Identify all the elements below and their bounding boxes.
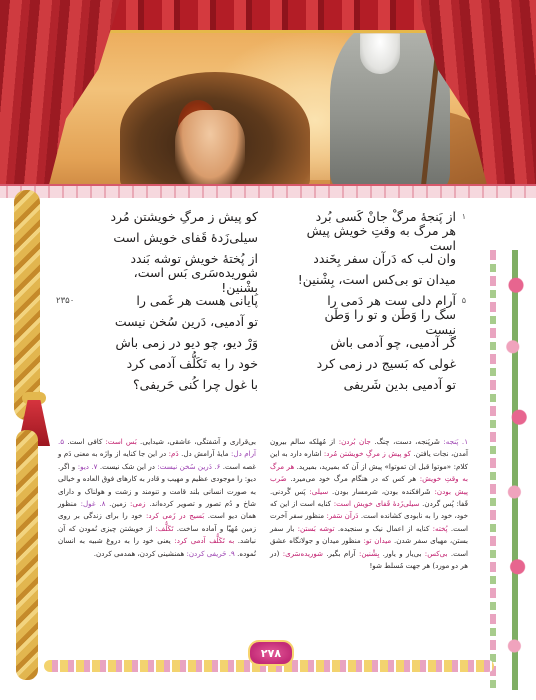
footnote-text: شَرپَنجه، دست، چنگ. xyxy=(370,437,440,446)
hemistich-first: از پَنجۀ مرگْ جانْ کَسی بُرد xyxy=(315,209,456,224)
footnote-term: ضَرب پیش بودن: xyxy=(270,474,468,496)
footnote-term: توشه بَستن: xyxy=(294,523,335,533)
footnote-term: کو پیش ز مرگِ خویشتن مُرد: xyxy=(321,449,411,459)
footnote-term: میدان تو: xyxy=(360,536,392,546)
vine-border-right xyxy=(490,250,496,690)
verse-number: ۵ xyxy=(461,296,466,305)
footnote-text: زمین. xyxy=(105,499,127,509)
header-illustration xyxy=(0,0,536,198)
footnote-text: در این شک نیست. xyxy=(97,461,155,471)
footnote-term: شوریده‌سَری: xyxy=(279,548,323,558)
footnote-text: اشاره دارد به این کلام: «موتوا قبل ان تموتوا» پیش از آن که بمیرید، بمیرید. xyxy=(270,449,468,471)
footnote-term: تَکَلُّف: xyxy=(152,523,174,533)
seated-woman-figure xyxy=(175,110,245,190)
hemistich-first: گر آدمیی، چو آدمی باش xyxy=(330,335,456,350)
rope-border-left xyxy=(14,190,40,420)
footnote-term: ۶. دَرین سُخن نیست: xyxy=(154,461,221,471)
poem-couplet xyxy=(96,222,456,253)
footnote-term: سیلی‌زَدۀ قَفای خویش است: xyxy=(331,499,420,509)
hemistich-second: وَرْ دیو، چو دیو در زمی باش xyxy=(115,335,258,350)
poem-couplet xyxy=(96,306,456,337)
footnote-term: بِشْنین: xyxy=(355,548,380,558)
footnote-term: دَرآن سَفر: xyxy=(324,511,359,521)
verse-number: ۱ xyxy=(461,212,466,221)
footnote-term: به تَکَلُّف آدمی کرد: xyxy=(170,536,235,546)
hemistich-second: خود را به تَکَلُّف آدمی کرد xyxy=(126,356,258,371)
hemistich-first: آرام دلی ست هر دَمی را xyxy=(327,293,456,308)
poem-couplet xyxy=(96,374,456,395)
hemistich-first: تو آدمیی بدین شَریفی xyxy=(343,377,456,392)
footnotes-left-column xyxy=(58,436,256,636)
hemistich-first: سگ را وَطَن و تو را وَطَن نیست xyxy=(324,306,456,337)
footnote-text: شَرافکنده بودن، شرمسار بودن. xyxy=(328,486,431,496)
poem-couplet xyxy=(96,264,456,295)
poem-couplet xyxy=(96,353,456,374)
footnote-term: دَم: xyxy=(166,449,179,459)
footnote-text: بی‌قراری و آشفتگی، عاشقی، شیدایی. xyxy=(136,437,256,446)
footnote-text: مایۀ آرامش دل. xyxy=(178,449,229,459)
footnote-term: ۷. دیو: xyxy=(75,461,98,471)
footnote-text: بی‌یار و یاور. xyxy=(379,548,422,558)
hemistich-second: پایانی هست هر غَمی را xyxy=(136,293,258,308)
footnote-text: (در هر دو مورد) هر جهت مُسلط شو! xyxy=(270,548,468,571)
footnote-text: پَس گَردنی. قَفا: پُس گردن. xyxy=(270,486,469,509)
hemistich-second: تو آدمیی، دَرین سُخن نیست xyxy=(114,314,258,329)
footnote-term: بَسیج در زَمی کرد: xyxy=(142,511,205,521)
footnote-text: در این جا کنایه از واژه به معنی دَم و غصه است. xyxy=(58,449,256,471)
footnote-term: جان بُردن: xyxy=(335,437,371,446)
hemistich-first: میدان تو بی‌کس است، بِشْنین! xyxy=(297,272,456,287)
footnote-text: کنایه از اعمال نیک و سنجیده. xyxy=(334,523,430,533)
poem-couplet xyxy=(96,332,456,353)
hemistich-second: شوریده‌سَری بَس است، بِشْنین! xyxy=(133,264,258,295)
footnote-text: آرام بگیر. xyxy=(322,548,356,558)
hemistich-first: وان لب که دَرآن سفر بِخَندد xyxy=(313,251,456,266)
lace-trim xyxy=(0,184,536,198)
hemistich-second: کو پیش ز مرگِ خویشتن مُرد xyxy=(110,209,258,224)
footnote-term: هر مرگ به وقتِ خویش: xyxy=(270,461,468,484)
curtain-left xyxy=(0,0,120,198)
footnote-term: سیلی: xyxy=(305,486,329,496)
footnote-term: زمی: xyxy=(126,499,146,509)
verse-reference-number: ۲۳۵۰ xyxy=(56,295,75,306)
hemistich-second: از پُختۀ خویش توشه بَندد xyxy=(130,251,258,266)
footnote-text: خود را برای زندگی بر روی زمین مُهیّا و آماده ساخت. xyxy=(58,511,256,533)
footnote-term: بَس است: xyxy=(102,437,137,446)
footnote-term: ۱. پَنجه: xyxy=(439,437,468,446)
footnote-text: از مُهلکه سالم بیرون آمدن، نجات یافتن. xyxy=(270,437,468,459)
hemistich-second: سیلی‌زَدۀ قَفای خویش است xyxy=(113,230,258,245)
hemistich-first: غولی که بَسیج در زمی کرد xyxy=(316,356,456,371)
footnote-text: منظور میدان و جولانگاه عشق است. xyxy=(270,536,468,558)
footnote-text: همنشینی کردن، همدمی کردن. xyxy=(93,548,185,558)
footnote-text: هر کس که در هنگام مرگ خود می‌میرد. xyxy=(286,474,417,484)
old-man-beard xyxy=(360,34,400,74)
footnote-text: کافی است. xyxy=(64,437,103,446)
footnote-text: از خویشتن چیزی نُمودن که آن نباشد. xyxy=(58,523,256,546)
footnote-text: بار سفر بستن، مهیای سفر شدن. xyxy=(270,523,468,546)
footnote-term: ۹. حَریفی کردن: xyxy=(184,548,235,558)
footnote-text: کنایه است از این که خود، خود را به نابودی کشانده است. xyxy=(270,499,468,521)
footnote-text: و اگر. دیو: را موجودی عظیم و مهیب و قادر به کارهای فوق العاده و خیالی به صورت انسانی بلند قامت و تنومند و زشت و هولناک و دارای شاخ و دُم تصور و تصویر کرده‌اند. xyxy=(58,461,257,509)
footnote-term: ۸. غول: xyxy=(76,499,106,509)
footnotes xyxy=(58,436,468,636)
hemistich-second: با غول چرا کُنی حَریفی؟ xyxy=(133,377,258,392)
footnote-term: بی‌کس: xyxy=(421,548,448,558)
footnote-text: یعنی خود را به دروغ شبیه به انسان نُموده. xyxy=(58,536,256,558)
floral-border-right xyxy=(500,250,532,690)
footnote-term: پُخته: xyxy=(429,523,448,533)
hemistich-first: هر مرگ به وقتِ خویش پیش است xyxy=(306,222,456,253)
footnote-text: منظور سفر آخرت است. xyxy=(270,511,468,533)
rope-border-left-lower xyxy=(16,430,38,680)
footnotes-right-column xyxy=(270,436,468,636)
page-number: ۲۷۸ xyxy=(248,640,294,666)
footnote-text: منظور همان دیو است. xyxy=(58,499,256,521)
footnote-term: ۵. آرام دل: xyxy=(58,437,256,459)
poem xyxy=(56,206,466,395)
